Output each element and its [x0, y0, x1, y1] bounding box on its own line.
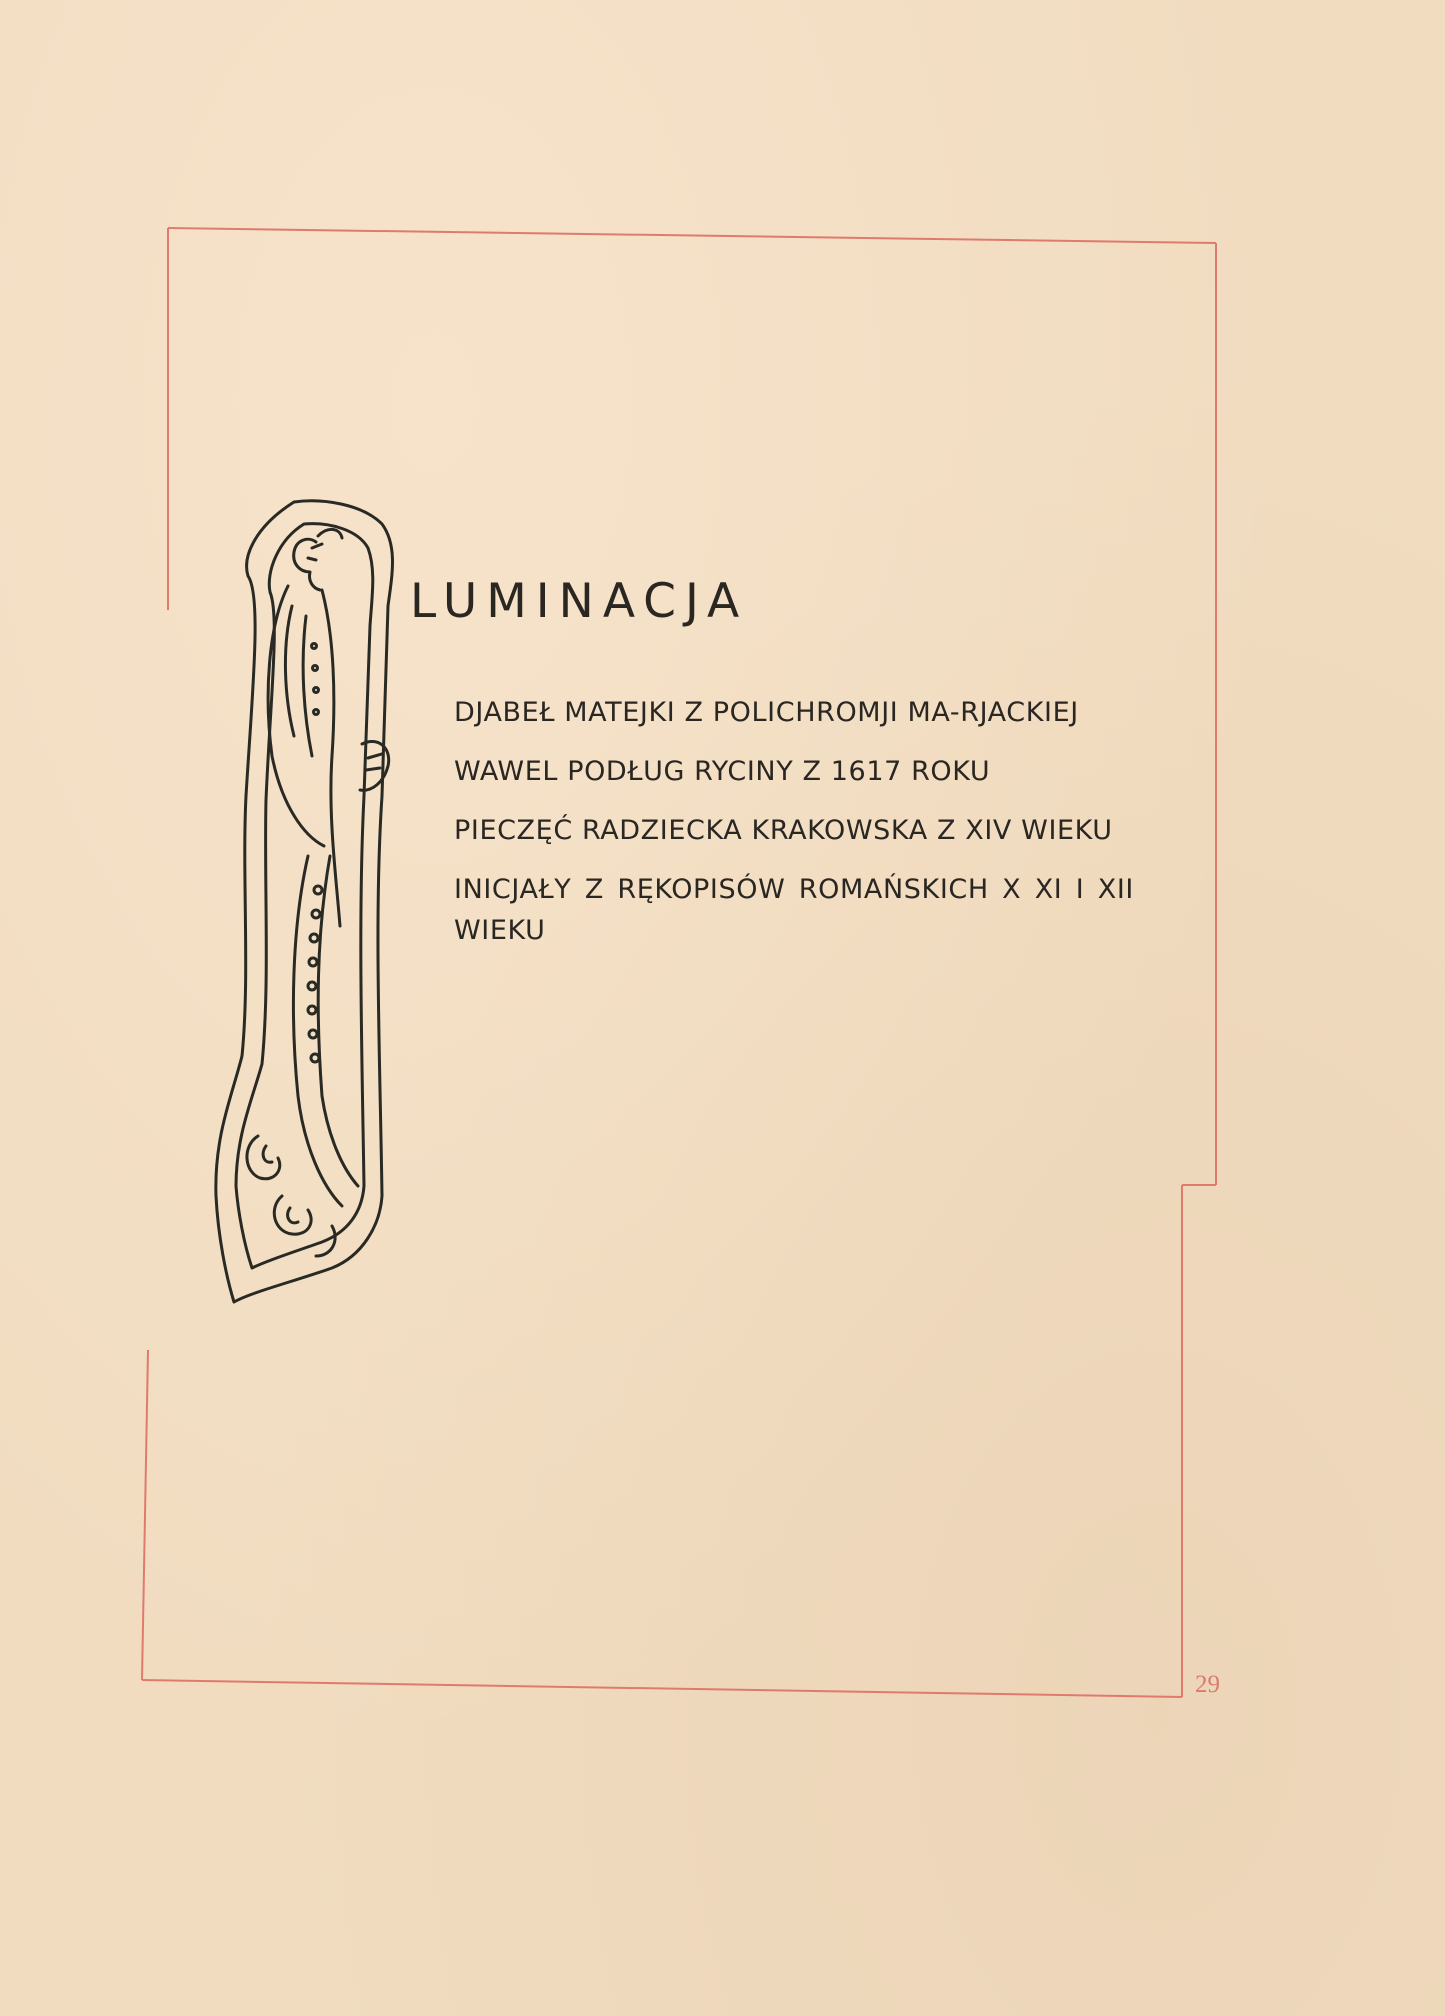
illustration-list [454, 692, 1134, 969]
list-item: DJABEŁ MATEJKI Z POLICHROMJI MA-RJACKIEJ [454, 697, 1079, 728]
frame-bottom-line [142, 1680, 1182, 1697]
list-item: INICJAŁY Z RĘKOPISÓW ROMAŃSKICH X XI I XII WIEKU [454, 874, 1134, 946]
frame-left-lower-line [142, 1350, 148, 1680]
ornamental-initial-i-devil-icon [212, 496, 412, 1308]
frame-top-line [168, 228, 1216, 243]
page-number: 29 [1195, 1671, 1220, 1698]
section-title: LUMINACJA [410, 574, 749, 629]
list-item: WAWEL PODŁUG RYCINY Z 1617 ROKU [454, 756, 991, 787]
list-item: PIECZĘĆ RADZIECKA KRAKOWSKA Z XIV WIEKU [454, 815, 1113, 846]
